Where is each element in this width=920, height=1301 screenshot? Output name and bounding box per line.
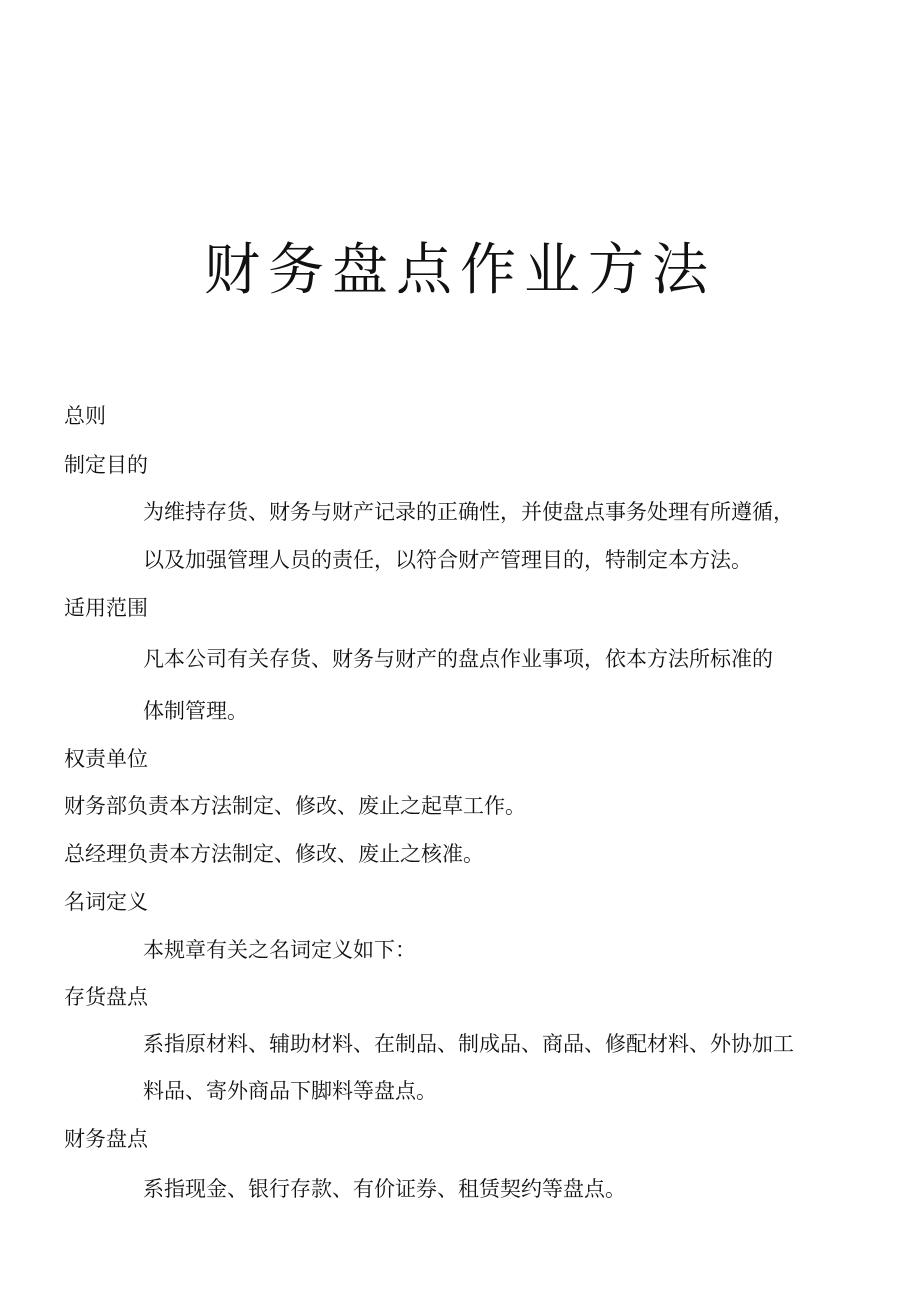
- purpose-text-line-1: 为维持存货、财务与财产记录的正确性，并使盘点事务处理有所遵循，: [143, 500, 794, 524]
- section-heading-general: 总则: [64, 404, 106, 428]
- scope-text-line-2: 体制管理。: [143, 699, 248, 723]
- section-heading-inventory: 存货盘点: [64, 985, 148, 1009]
- inventory-text-line-2: 料品、寄外商品下脚料等盘点。: [143, 1079, 437, 1103]
- section-heading-purpose: 制定目的: [64, 453, 148, 477]
- section-heading-scope: 适用范围: [64, 596, 148, 620]
- inventory-text-line-1: 系指原材料、辅助材料、在制品、制成品、商品、修配材料、外协加工: [143, 1032, 794, 1056]
- authority-text-line-1: 财务部负责本方法制定、修改、废止之起草工作。: [64, 794, 526, 818]
- document-title: 财务盘点作业方法: [204, 238, 716, 303]
- authority-text-line-2: 总经理负责本方法制定、修改、废止之核准。: [64, 842, 484, 866]
- finance-text-line-1: 系指现金、银行存款、有价证券、租赁契约等盘点。: [143, 1177, 626, 1201]
- section-heading-finance: 财务盘点: [64, 1127, 148, 1151]
- section-heading-authority: 权责单位: [64, 747, 148, 771]
- definitions-intro-text: 本规章有关之名词定义如下：: [143, 938, 416, 962]
- purpose-text-line-2: 以及加强管理人员的责任，以符合财产管理目的，特制定本方法。: [143, 548, 752, 572]
- scope-text-line-1: 凡本公司有关存货、财务与财产的盘点作业事项，依本方法所标准的: [143, 647, 773, 671]
- section-heading-definitions: 名词定义: [64, 890, 148, 914]
